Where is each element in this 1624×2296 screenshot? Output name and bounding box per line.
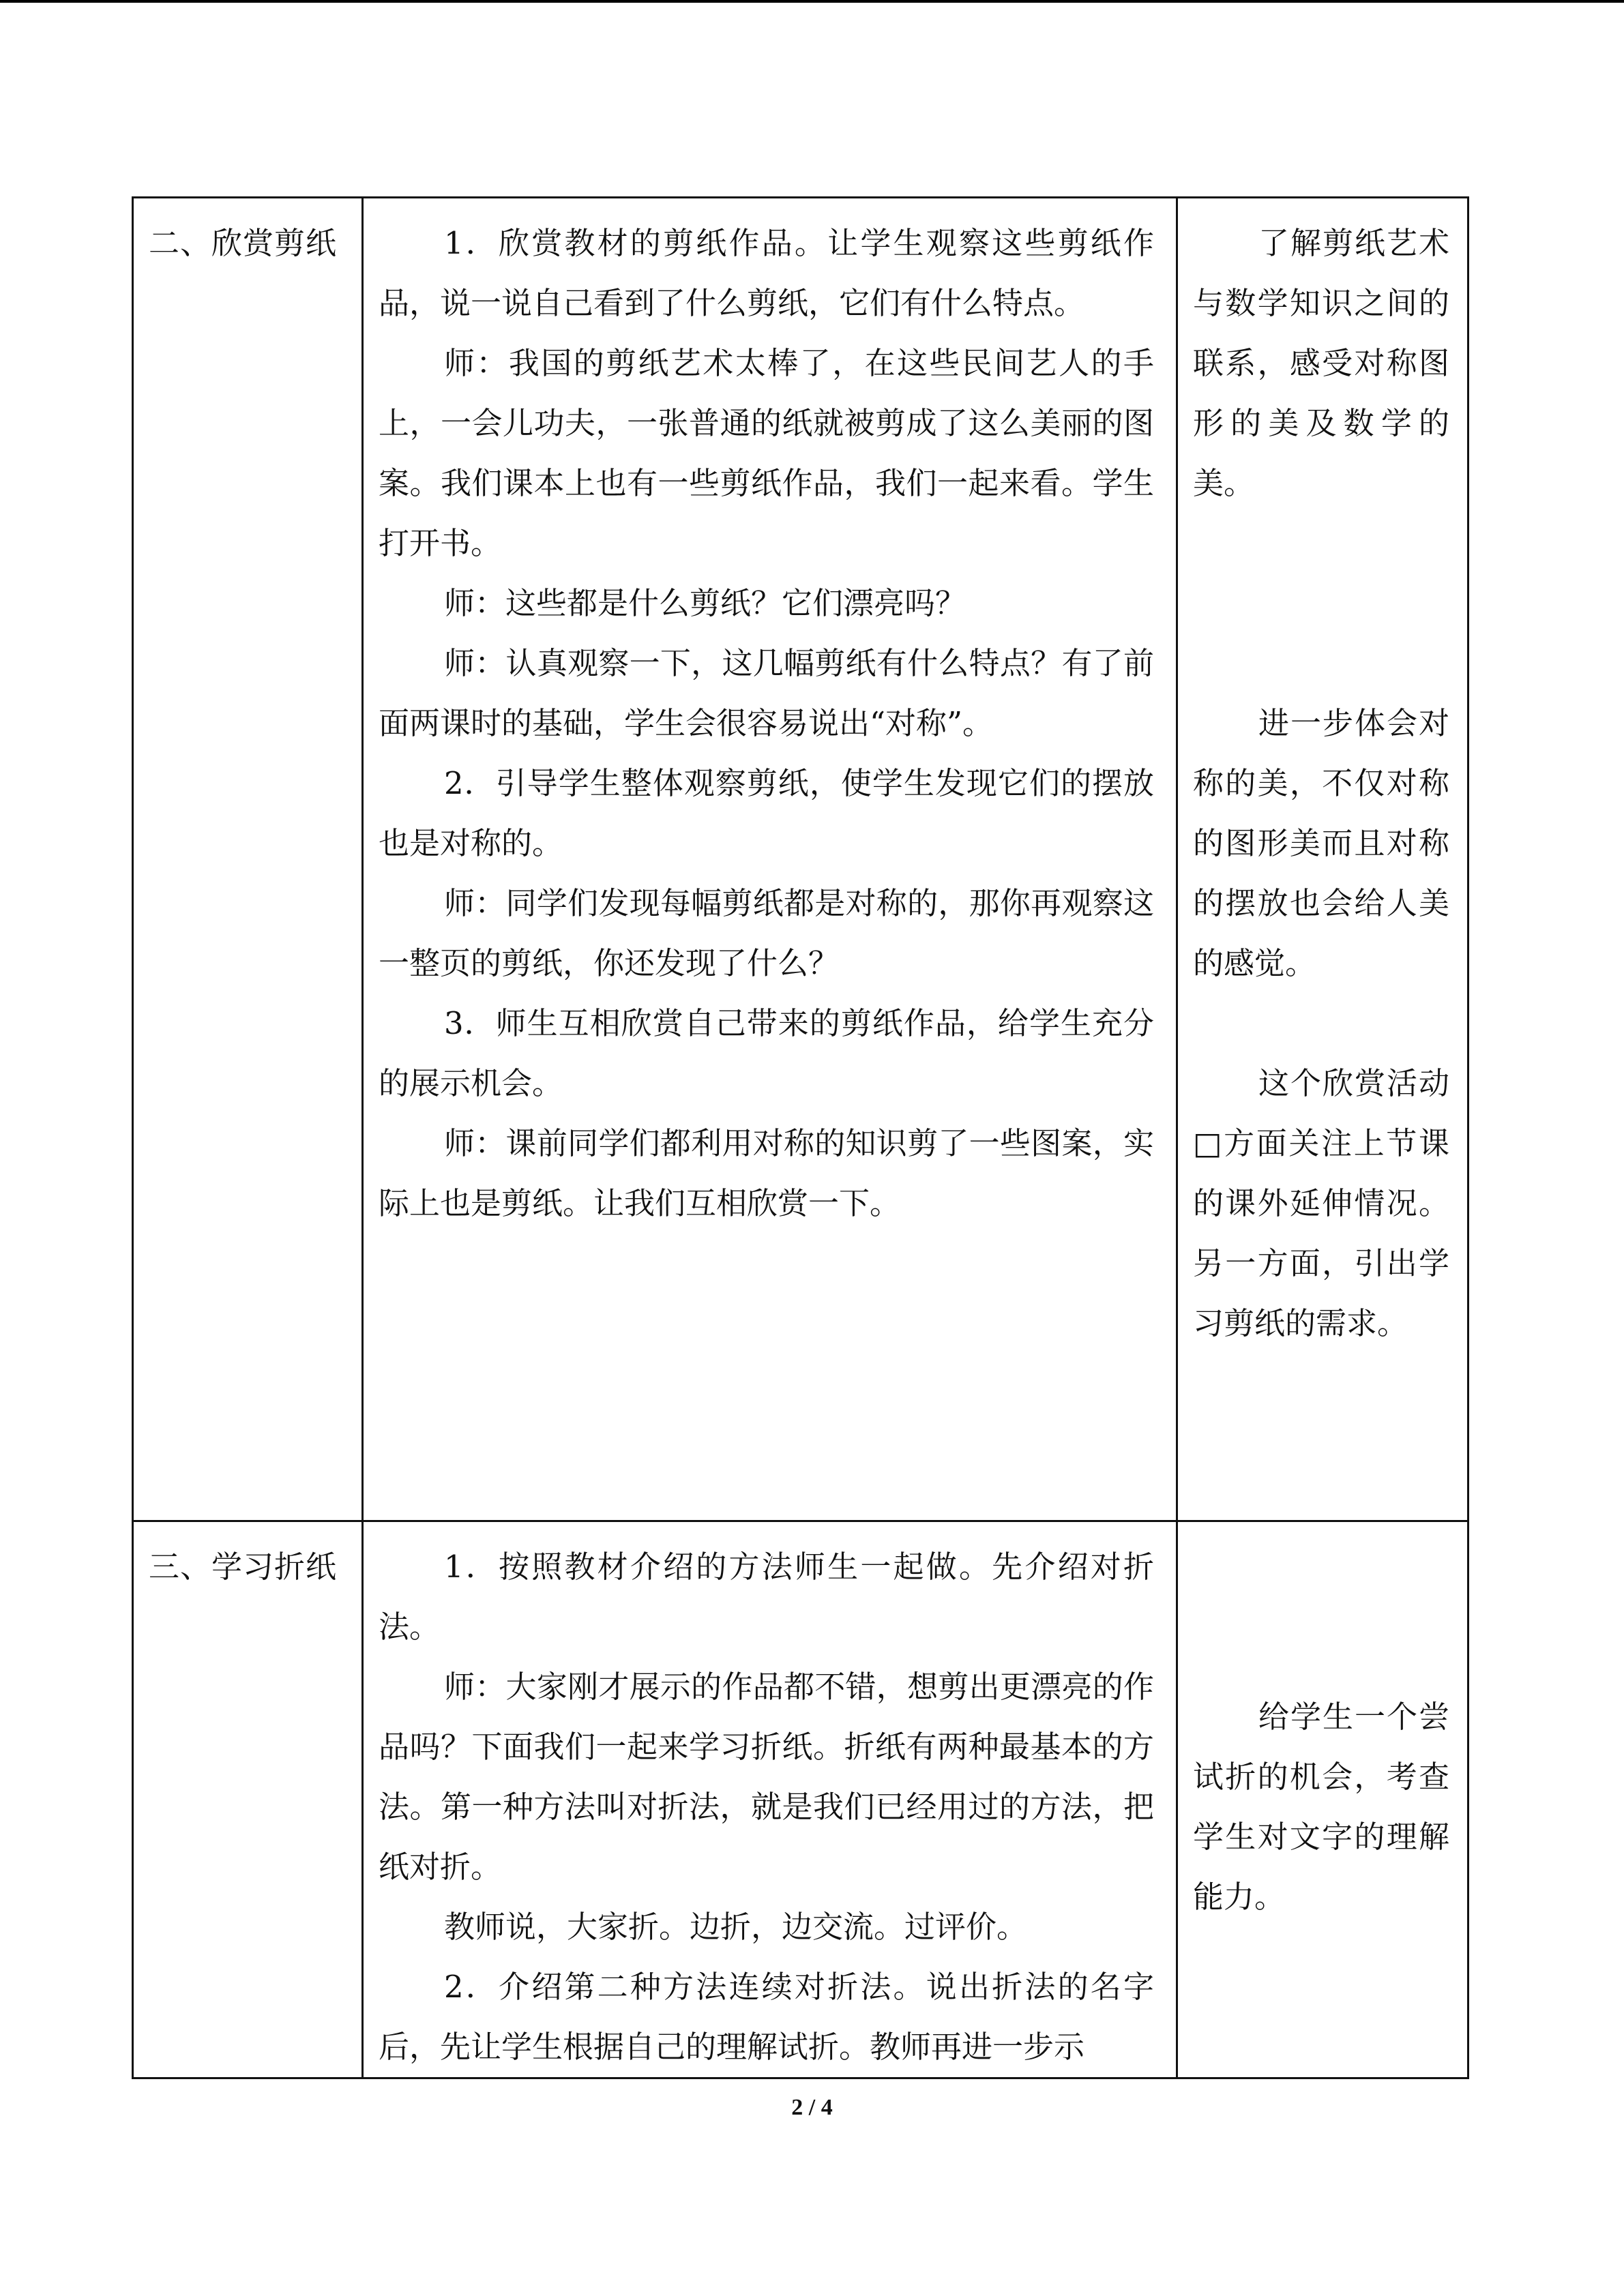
activity-paragraph: 师：这些都是什么剪纸？它们漂亮吗？ bbox=[444, 585, 966, 621]
page-number: 2 / 4 bbox=[791, 2095, 833, 2120]
design-intent-note: 这个欣赏活动□方面关注上节课的课外延伸情况。另一方面，引出学习剪纸的需求。 bbox=[1193, 1065, 1449, 1341]
spacer bbox=[1193, 1537, 1449, 1687]
table-row-learn-folding bbox=[133, 1521, 1468, 2078]
activity-content bbox=[364, 198, 1176, 1234]
design-intent-content bbox=[1178, 198, 1467, 1354]
table-row-appreciate-papercut bbox=[133, 198, 1468, 1521]
activity-cell bbox=[363, 1521, 1177, 2078]
activity-paragraph: 1．按照教材介绍的方法师生一起做。先介绍对折法。 bbox=[379, 1549, 1154, 1645]
page-top-border bbox=[0, 0, 1624, 3]
activity-paragraph: 3．师生互相欣赏自己带来的剪纸作品，给学生充分的展示机会。 bbox=[379, 1005, 1154, 1101]
spacer bbox=[1193, 994, 1449, 1054]
design-intent-cell bbox=[1177, 1521, 1468, 2078]
activity-paragraph: 2．引导学生整体观察剪纸，使学生发现它们的摆放也是对称的。 bbox=[379, 765, 1154, 861]
activity-paragraph: 2．介绍第二种方法连续对折法。说出折法的名字后，先让学生根据自己的理解试折。教师再进一步示 bbox=[379, 1969, 1154, 2065]
spacer bbox=[1193, 513, 1449, 694]
activity-cell bbox=[363, 198, 1177, 1521]
design-intent-cell bbox=[1177, 198, 1468, 1521]
activity-paragraph: 师：我国的剪纸艺术太棒了，在这些民间艺人的手上，一会儿功夫，一张普通的纸就被剪成了这么美丽的图案。我们课本上也有一些剪纸作品，我们一起来看。学生打开书。 bbox=[379, 345, 1154, 561]
design-intent-note: 进一步体会对称的美，不仅对称的图形美而且对称的摆放也会给人美的感觉。 bbox=[1193, 705, 1449, 981]
activity-paragraph: 1．欣赏教材的剪纸作品。让学生观察这些剪纸作品，说一说自己看到了什么剪纸，它们有什么特点。 bbox=[379, 225, 1154, 321]
design-intent-note: 给学生一个尝试折的机会，考查学生对文字的理解能力。 bbox=[1193, 1699, 1449, 1915]
lesson-plan-table bbox=[132, 196, 1469, 2079]
design-intent-note: 了解剪纸艺术与数学知识之间的联系，感受对称图形的美及数学的美。 bbox=[1193, 225, 1449, 501]
activity-content bbox=[364, 1522, 1176, 2077]
stage-cell bbox=[133, 1521, 363, 2078]
stage-title: 三、学习折纸 bbox=[149, 1549, 338, 1585]
activity-paragraph: 师：同学们发现每幅剪纸都是对称的，那你再观察这一整页的剪纸，你还发现了什么？ bbox=[379, 885, 1154, 981]
stage-cell bbox=[133, 198, 363, 1521]
activity-paragraph: 师：大家刚才展示的作品都不错，想剪出更漂亮的作品吗？下面我们一起来学习折纸。折纸有两种最基本的方法。第一种方法叫对折法，就是我们已经用过的方法，把纸对折。 bbox=[379, 1669, 1154, 1885]
activity-paragraph: 教师说，大家折。边折，边交流。过评价。 bbox=[444, 1909, 1028, 1945]
activity-paragraph: 师：认真观察一下，这几幅剪纸有什么特点？有了前面两课时的基础，学生会很容易说出“对称”。 bbox=[379, 645, 1154, 741]
activity-paragraph: 师：课前同学们都利用对称的知识剪了一些图案，实际上也是剪纸。让我们互相欣赏一下。 bbox=[379, 1125, 1154, 1221]
stage-title: 二、欣赏剪纸 bbox=[149, 225, 338, 261]
design-intent-content bbox=[1178, 1522, 1467, 1927]
